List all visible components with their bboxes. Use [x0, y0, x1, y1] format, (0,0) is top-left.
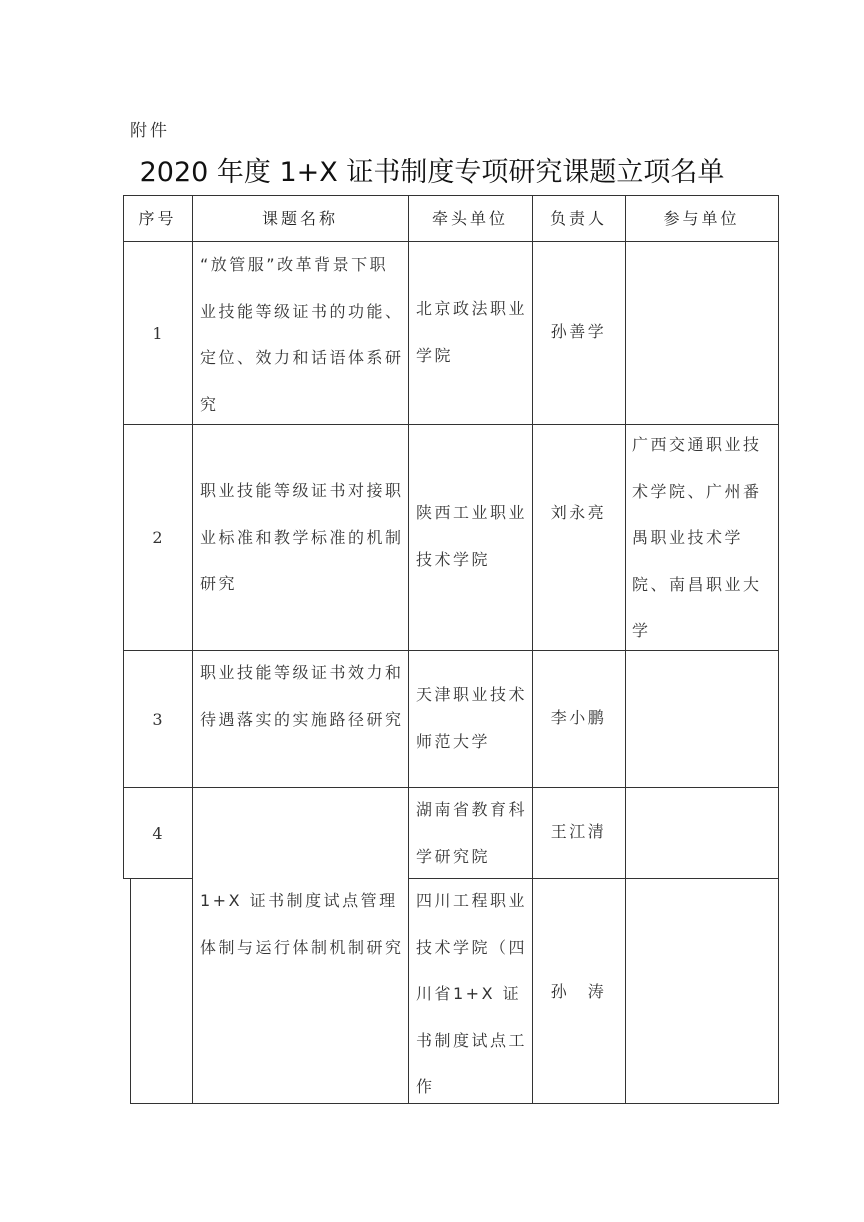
header-no: 序号	[138, 209, 177, 228]
row-number: 2	[152, 528, 163, 547]
header-lead-unit: 牵头单位	[431, 209, 508, 228]
header-leader: 负责人	[549, 209, 607, 228]
attachment-label: 附件	[130, 121, 170, 141]
header-topic: 课题名称	[261, 209, 338, 228]
page-title: 2020 年度 1+X 证书制度专项研究课题立项名单	[139, 157, 725, 188]
leader-cell: 孙 涛	[550, 982, 607, 1001]
topic-cell: 职业技能等级证书对接职业标准和教学标准的机制研究	[200, 481, 404, 593]
topic-cell: “放管服”改革背景下职业技能等级证书的功能、定位、效力和话语体系研究	[200, 255, 404, 414]
topic-cell: 职业技能等级证书效力和待遇落实的实施路径研究	[200, 663, 404, 729]
lead-unit-cell: 四川工程职业技术学院（四川省1+X 证书制度试点工作	[416, 891, 528, 1096]
row-number: 1	[152, 324, 163, 343]
row-number: 4	[152, 824, 163, 843]
leader-cell: 刘永亮	[550, 503, 607, 522]
lead-unit-cell: 北京政法职业学院	[416, 299, 528, 365]
lead-unit-cell: 天津职业技术师范大学	[416, 685, 528, 751]
lead-unit-cell: 陕西工业职业技术学院	[416, 503, 528, 569]
leader-cell: 李小鹏	[550, 708, 607, 727]
leader-cell: 王江清	[550, 822, 607, 841]
leader-cell: 孙善学	[550, 322, 607, 341]
row-number: 3	[152, 710, 163, 729]
partners-cell: 广西交通职业技术学院、广州番禺职业技术学院、南昌职业大学	[632, 435, 762, 640]
topic-cell: 1+X 证书制度试点管理体制与运行体制机制研究	[200, 891, 404, 957]
header-partners: 参与单位	[663, 209, 740, 228]
lead-unit-cell: 湖南省教育科学研究院	[416, 800, 528, 866]
